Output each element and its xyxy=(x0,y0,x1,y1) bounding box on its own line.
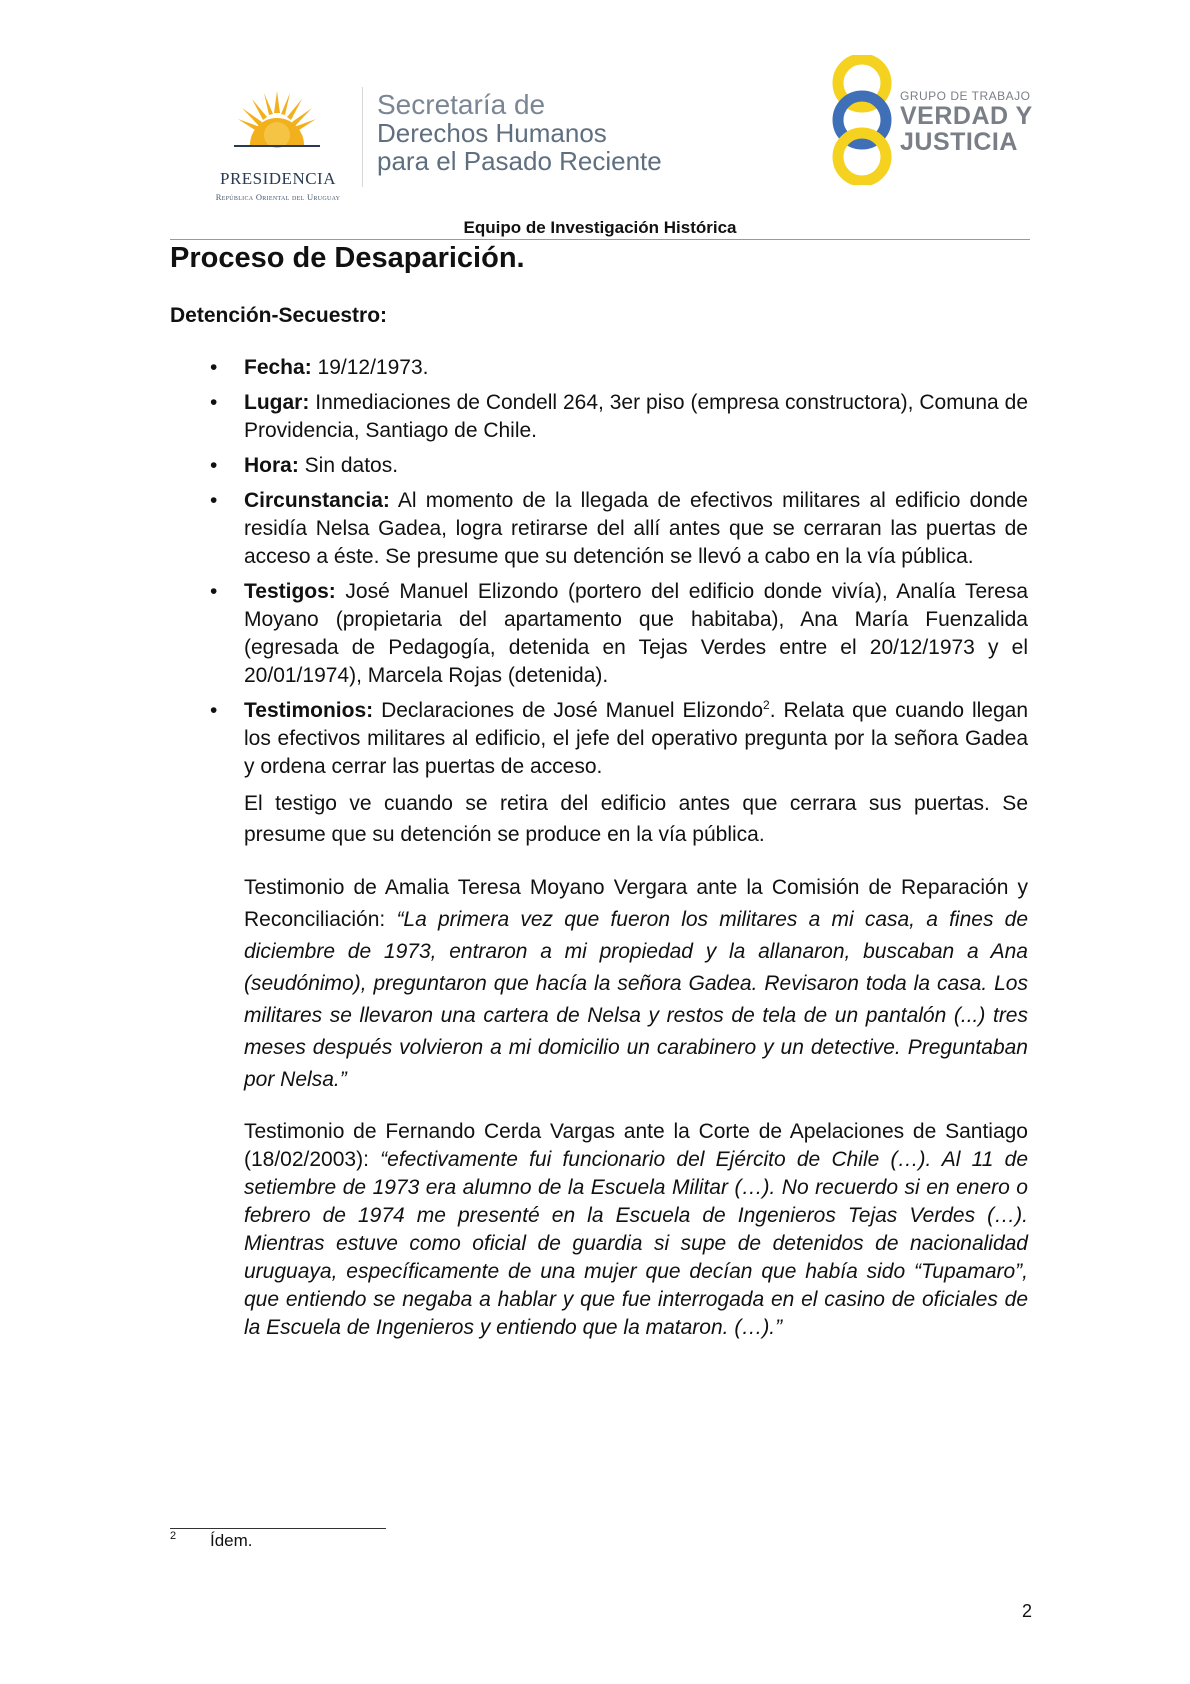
secretaria-line3: para el Pasado Reciente xyxy=(377,146,662,176)
item-text: Declaraciones de José Manuel Elizondo xyxy=(373,699,764,722)
list-item xyxy=(170,389,1028,445)
grupo-line1: GRUPO DE TRABAJO xyxy=(900,89,1031,103)
section-title: Detención-Secuestro: xyxy=(170,304,388,327)
moyano-testimony xyxy=(244,872,1028,1096)
item-text-after: . Relata que cuando llegan los efectivos militares al edificio, el jefe del operativo pregunta por la señora Gadea y ordena cerrar las puertas de acceso. xyxy=(244,699,1028,778)
testimony-intro: Testimonio de Fernando Cerda Vargas ante la Corte de Apelaciones de Santiago (18/02/2003): xyxy=(244,1120,1028,1171)
footnote-rule xyxy=(170,1528,386,1529)
item-text: Sin datos. xyxy=(298,454,399,477)
item-text: José Manuel Elizondo (portero del edificio donde vivía), Analía Teresa Moyano (propietaria del apartamento que habitaba), Ana María Fuenzalida (egresada de Pedagogía, detenida en Tejas Verdes entre el 20/12/1973 y el 20/01/1974), Marcela Rojas (detenida). xyxy=(244,580,1028,687)
item-text: 19/12/1973. xyxy=(311,356,429,379)
cerda-testimony xyxy=(244,1118,1028,1342)
footnote-text: Ídem. xyxy=(210,1531,253,1550)
item-label: Hora: xyxy=(244,454,299,477)
item-label: Testigos: xyxy=(244,580,336,603)
header-logos xyxy=(0,55,1190,202)
list-item xyxy=(170,487,1028,571)
list-item xyxy=(170,578,1028,690)
list-item xyxy=(170,452,1028,480)
list-item xyxy=(170,354,1028,382)
testimony-quote: “efectivamente fui funcionario del Ejército de Chile (…). Al 11 de setiembre de 1973 era alumno de la Escuela Militar (…). No recuerdo si en enero o febrero de 1974 me presenté en la Escuela de Ingenieros Tejas Verdes (…). Mientras estuve como oficial de guardia si supe de detenidos de nacionalidad uruguaya, específicamente de una mujer que decían que había sido “Tupamaro”, que entiendo se negaba a hablar y que fue interrogada en el casino de oficiales de la Escuela de Ingenieros y entiendo que la mataron. (…).” xyxy=(244,1148,1028,1339)
item-text: Al momento de la llegada de efectivos militares al edificio donde residía Nelsa Gadea, logra retirarse del allí antes que se cerraran las puertas de acceso a éste. Se presume que su detención se llevó a cabo en la vía pública. xyxy=(244,489,1028,568)
testimony-quote: “La primera vez que fueron los militares a mi casa, a fines de diciembre de 1973, entraron a mi propiedad y la allanaron, buscaban a Ana (seudónimo), preguntaron que hacía la señora Gadea. Revisaron toda la casa. Los militares se llevaron una cartera de Nelsa y restos de tela de un pantalón (...) tres meses después volvieron a mi domicilio un carabinero y un detective. Preguntaban por Nelsa.” xyxy=(244,908,1028,1091)
list-item xyxy=(170,697,1028,781)
testimony-intro: Testimonio de Amalia Teresa Moyano Vergara ante la Comisión de Reparación y Reconciliación: xyxy=(244,876,1028,931)
page-title: Proceso de Desaparición. xyxy=(170,242,525,274)
main-content xyxy=(170,354,1028,1342)
footnote-ref[interactable]: 2 xyxy=(763,698,770,712)
grupo-line3: JUSTICIA xyxy=(900,128,1018,156)
secretaria-logo-text xyxy=(377,91,707,175)
logo-divider xyxy=(362,87,363,187)
presidencia-subtitle: República Oriental del Uruguay xyxy=(215,192,341,202)
item-label: Circunstancia: xyxy=(244,489,390,512)
header-rule xyxy=(170,239,1030,240)
linked-rings-icon xyxy=(822,55,902,185)
grupo-trabajo-text xyxy=(900,89,1060,155)
item-text: Inmediaciones de Condell 264, 3er piso (empresa constructora), Comuna de Providencia, Santiago de Chile. xyxy=(244,391,1028,442)
presidencia-logo xyxy=(198,83,358,202)
page-number: 2 xyxy=(1021,1601,1032,1621)
sun-emblem-icon xyxy=(232,83,322,161)
verdad-justicia-logo xyxy=(822,55,1042,185)
presidencia-name: PRESIDENCIA xyxy=(219,169,336,188)
witness-paragraph: El testigo ve cuando se retira del edificio antes que cerrara sus puertas. Se presume que su detención se produce en la vía pública. xyxy=(244,792,1028,846)
item-label: Lugar: xyxy=(244,391,310,414)
team-header: Equipo de Investigación Histórica xyxy=(463,218,737,237)
footnote: 2 Ídem. xyxy=(170,1530,253,1550)
item-label: Fecha: xyxy=(244,356,312,379)
item-label: Testimonios: xyxy=(244,699,374,722)
detention-details-list xyxy=(170,354,1028,781)
secretaria-line1: Secretaría de xyxy=(377,89,546,120)
grupo-line2: VERDAD Y xyxy=(900,102,1033,130)
secretaria-line2: Derechos Humanos xyxy=(377,118,607,148)
